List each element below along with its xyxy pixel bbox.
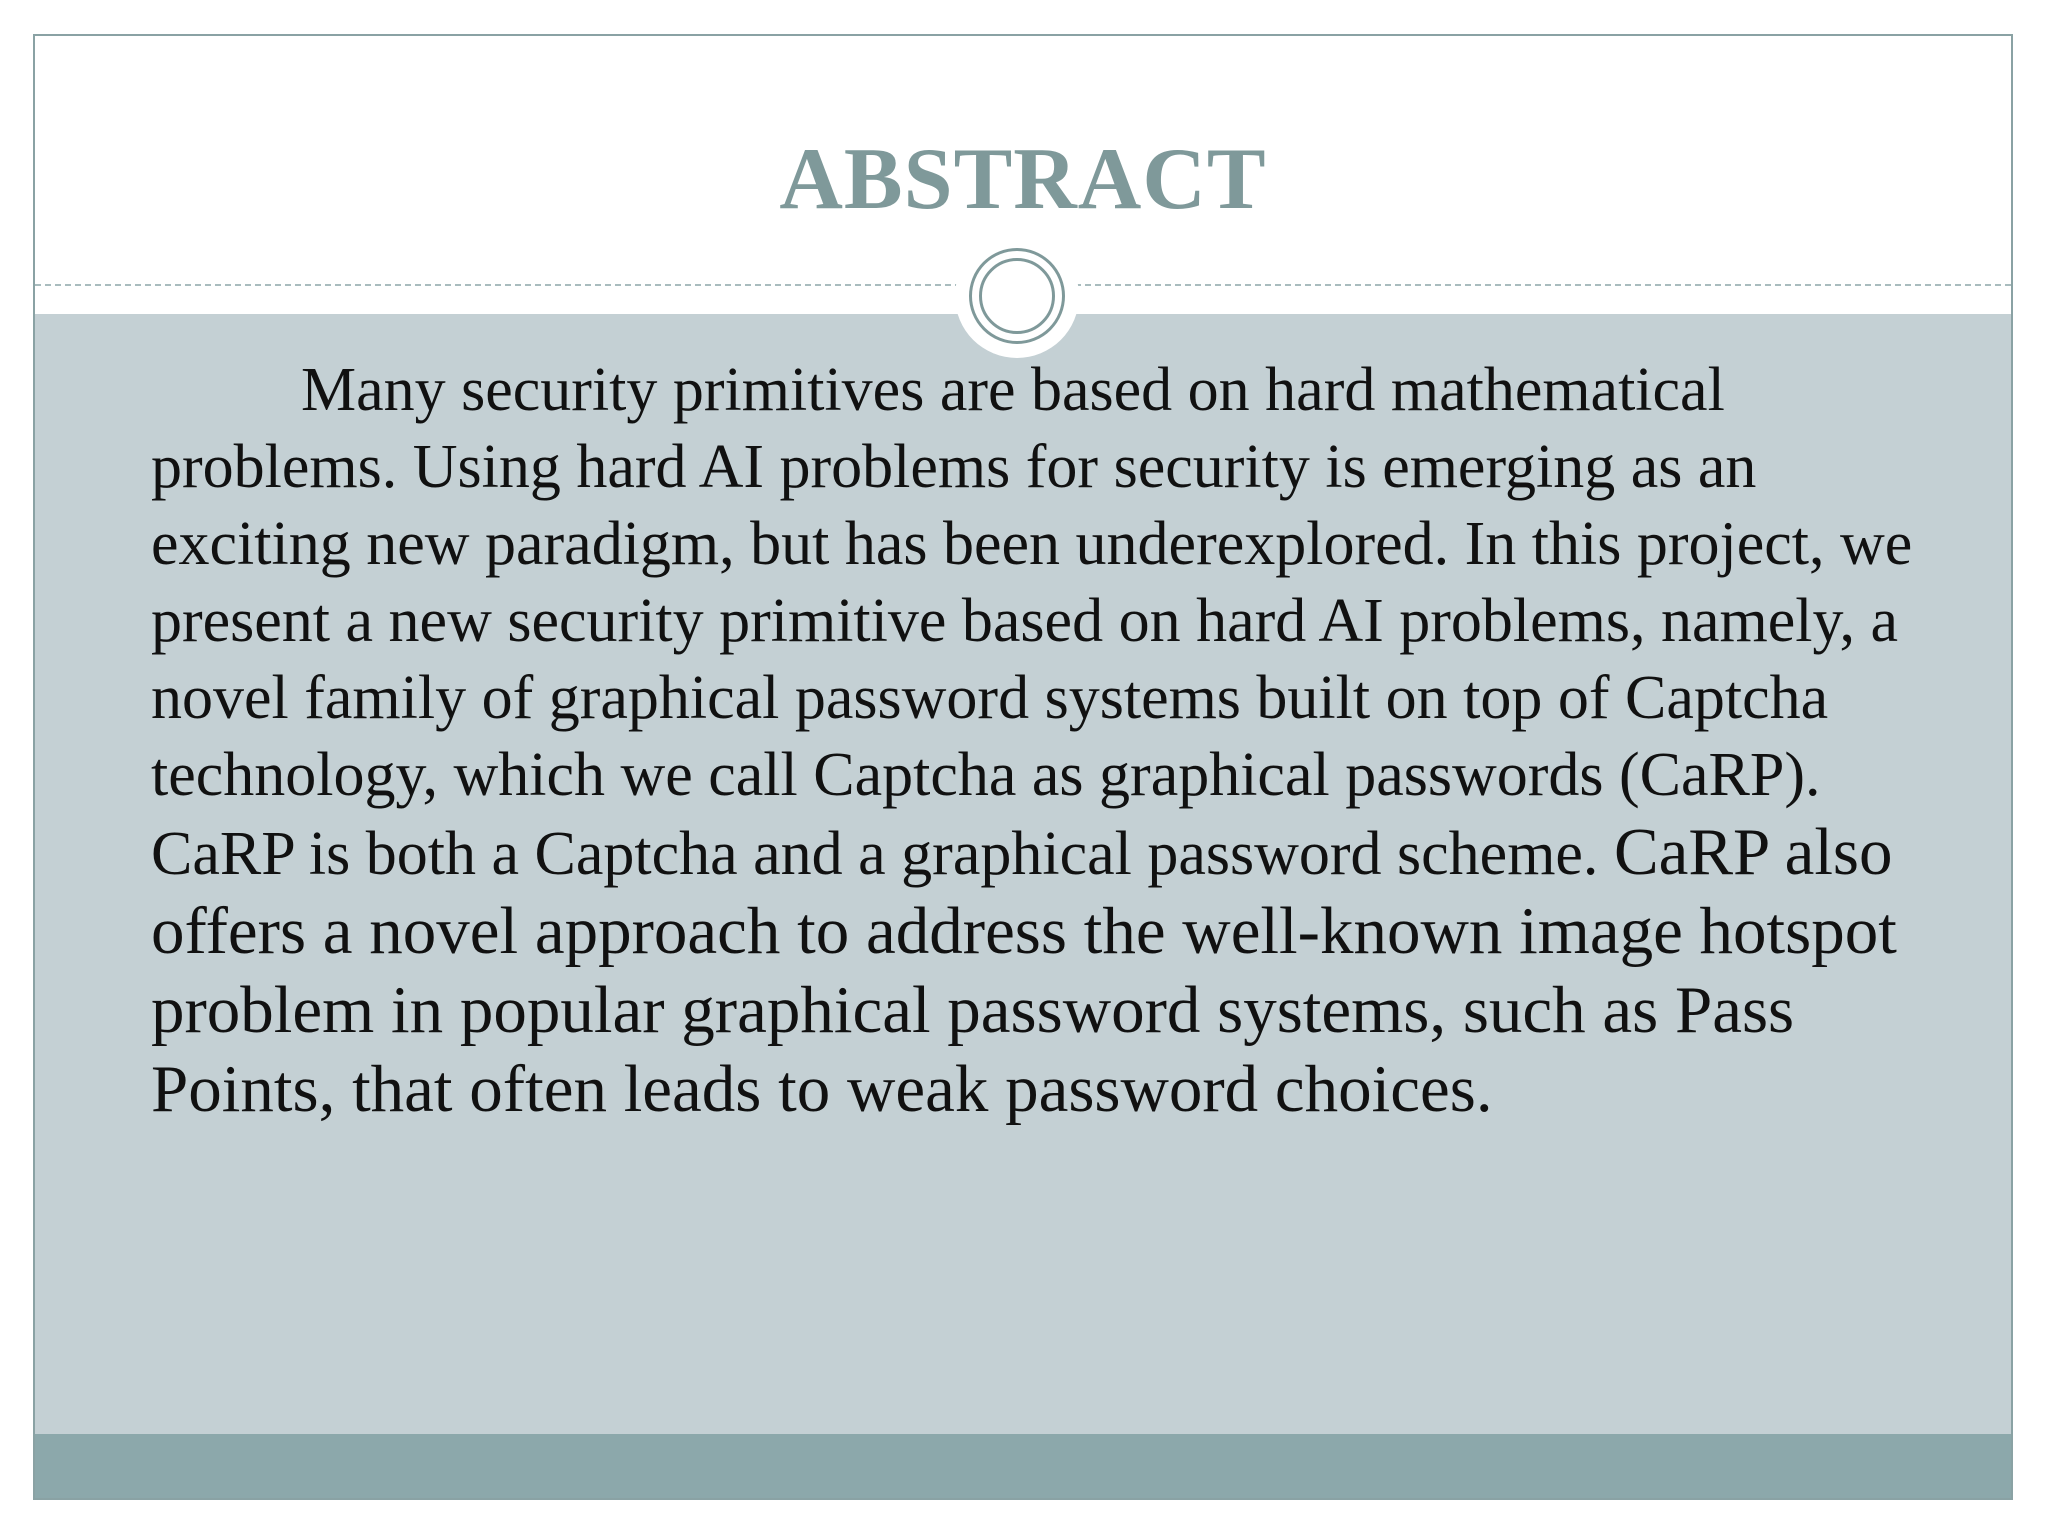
ornament-inner-ring — [979, 258, 1055, 334]
abstract-paragraph — [151, 352, 1931, 1130]
ornament-outer-ring — [969, 248, 1065, 344]
slide-frame — [33, 34, 2013, 1500]
double-circle-ornament-icon — [955, 234, 1079, 358]
abstract-text-part1: Many security primitives are based on hard mathematical problems. Using hard AI problems for security is emerging as an exciting new paradigm, but has been underexplored. In this project, we present a new security primitive based on hard AI problems, namely, a novel family of graphical password systems built on top of Captcha technology, which we call Captcha as graphical passwords (CaRP). CaRP is both a Captcha and a graphical password scheme. — [151, 356, 1913, 888]
footer-band — [35, 1434, 2011, 1500]
abstract-text-part2: CaRP also offers a novel approach to address the well-known image hotspot problem in popular graphical password systems, such as Pass Points, that often leads to weak password choices. — [151, 815, 1897, 1126]
slide-title: ABSTRACT — [779, 131, 1267, 228]
